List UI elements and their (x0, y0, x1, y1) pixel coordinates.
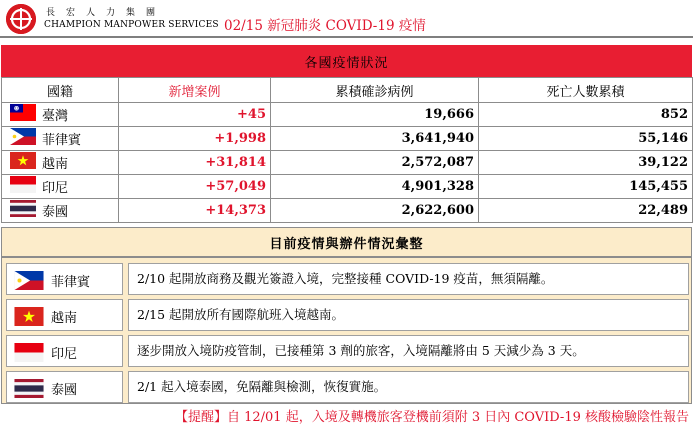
policy-country-name: 泰國 (51, 383, 78, 398)
policy-country-name: 印尼 (51, 347, 78, 362)
new-cases-cell: +14,373 (119, 199, 271, 223)
policy-country-cell (6, 263, 123, 295)
indonesia-flag-icon (13, 343, 45, 366)
cumulative-cell: 2,622,600 (271, 199, 479, 223)
philippines-flag-icon (13, 271, 45, 294)
new-cases-cell: +1,998 (119, 127, 271, 151)
company-logo-icon (6, 4, 36, 34)
country-status-heading: 各國疫情狀況 (304, 55, 389, 71)
deaths-cell: 852 (479, 103, 693, 127)
country-name: 臺灣 (42, 109, 69, 124)
policy-country-name: 菲律賓 (51, 275, 91, 290)
title-divider (0, 36, 693, 38)
policy-row (6, 335, 689, 367)
policy-country-cell (6, 335, 123, 367)
country-name: 泰國 (42, 205, 69, 220)
vietnam-flag-icon (13, 307, 45, 330)
new-cases-cell: +57,049 (119, 175, 271, 199)
deaths-cell: 39,122 (479, 151, 693, 175)
policy-row (6, 299, 689, 331)
policy-text: 逐步開放入境防疫管制，已接種第 3 劑的旅客，入境隔離將由 5 天減少為 3 天。 (128, 335, 689, 367)
page-title: 02/15 新冠肺炎 COVID-19 疫情 (224, 18, 426, 34)
thailand-flag-icon (10, 200, 36, 221)
policy-row (6, 371, 689, 403)
covid-stats-table (1, 77, 693, 223)
table-row (2, 151, 693, 175)
country-name: 越南 (42, 157, 69, 172)
table-header-row (2, 78, 693, 103)
policy-summary-heading: 目前疫情與辦件情況彙整 (269, 236, 424, 252)
policy-country-name: 越南 (51, 311, 78, 326)
country-cell (2, 151, 119, 175)
cumulative-cell: 3,641,940 (271, 127, 479, 151)
deaths-cell: 145,455 (479, 175, 693, 199)
header-country: 國籍 (2, 78, 119, 103)
header-cumulative: 累積確診病例 (271, 78, 479, 103)
header (0, 0, 693, 36)
taiwan-flag-icon (10, 104, 36, 125)
indonesia-flag-icon (10, 176, 36, 197)
country-cell (2, 199, 119, 223)
table-row (2, 127, 693, 151)
brand-name-en: CHAMPION MANPOWER SERVICES (44, 20, 219, 30)
cumulative-cell: 4,901,328 (271, 175, 479, 199)
policy-country-cell (6, 299, 123, 331)
vietnam-flag-icon (10, 152, 36, 173)
country-cell (2, 127, 119, 151)
table-row (2, 103, 693, 127)
policy-panel (1, 257, 692, 404)
country-name: 菲律賓 (42, 133, 82, 148)
thailand-flag-icon (13, 379, 45, 402)
header-deaths: 死亡人數累積 (479, 78, 693, 103)
new-cases-cell: +45 (119, 103, 271, 127)
cumulative-cell: 2,572,087 (271, 151, 479, 175)
country-status-banner (1, 45, 692, 77)
deaths-cell: 55,146 (479, 127, 693, 151)
country-cell (2, 175, 119, 199)
brand-name-cn: 長宏人力集團 (46, 8, 167, 18)
policy-summary-banner (1, 227, 692, 257)
reminder-note: 【提醒】自 12/01 起，入境及轉機旅客登機前須附 3 日內 COVID-19 核酸檢驗陰性報告 (174, 410, 689, 425)
deaths-cell: 22,489 (479, 199, 693, 223)
policy-text: 2/10 起開放商務及觀光簽證入境，完整接種 COVID-19 疫苗，無須隔離。 (128, 263, 689, 295)
policy-row (6, 263, 689, 295)
new-cases-cell: +31,814 (119, 151, 271, 175)
country-name: 印尼 (42, 181, 69, 196)
policy-text: 2/15 起開放所有國際航班入境越南。 (128, 299, 689, 331)
cumulative-cell: 19,666 (271, 103, 479, 127)
table-row (2, 199, 693, 223)
philippines-flag-icon (10, 128, 36, 149)
policy-text: 2/1 起入境泰國，免隔離與檢測，恢復實施。 (128, 371, 689, 403)
header-new-cases: 新增案例 (119, 78, 271, 103)
policy-country-cell (6, 371, 123, 403)
country-cell (2, 103, 119, 127)
table-row (2, 175, 693, 199)
